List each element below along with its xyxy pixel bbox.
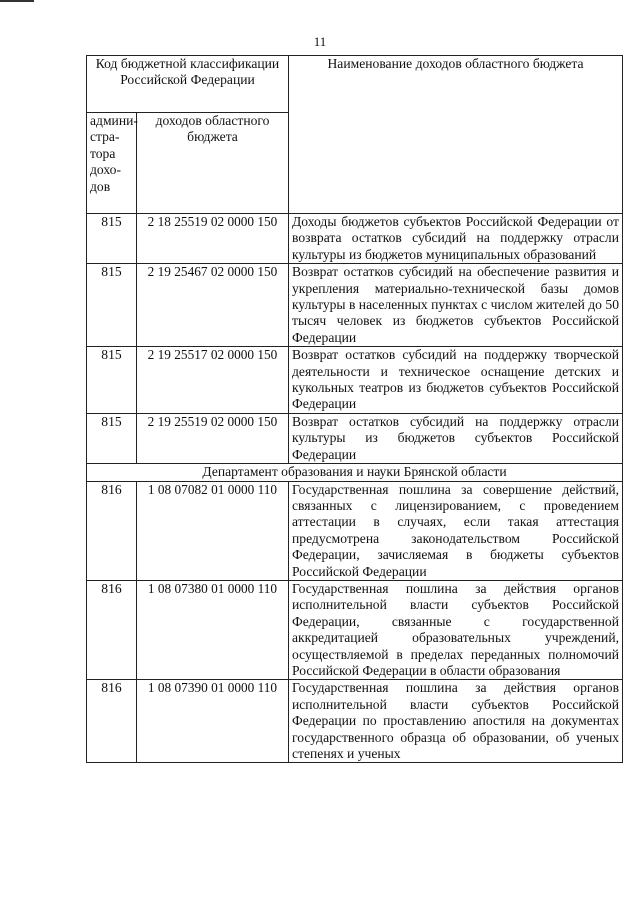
section-row: [87, 464, 623, 481]
budget-code-cell: 1 08 07082 01 0000 110: [137, 481, 289, 580]
budget-code-cell: 2 18 25519 02 0000 150: [137, 214, 289, 264]
header-name-column: Наименование доходов областного бюджета: [289, 56, 623, 214]
header-code-group: Код бюджетной классификации Российской Федерации: [87, 56, 289, 113]
admin-code-cell: 816: [87, 680, 137, 763]
budget-code-cell: 2 19 25519 02 0000 150: [137, 413, 289, 463]
budget-code-cell: 2 19 25467 02 0000 150: [137, 264, 289, 347]
table-row: [87, 347, 623, 414]
admin-code-cell: 816: [87, 481, 137, 580]
header-income-column: доходов областного бюджета: [137, 113, 289, 214]
admin-code-cell: 815: [87, 347, 137, 414]
budget-code-cell: 1 08 07380 01 0000 110: [137, 580, 289, 679]
income-name-cell: Государственная пошлина за действия органов исполнительной власти субъектов Российской Федерации, связанные с государственной аккредитацией образовательных учреждений, осуществляемой в пределах переданных полномочий Российской Федерации в области образования: [289, 580, 623, 679]
income-name-cell: Государственная пошлина за совершение действий, связанных с лицензированием, с проведением аттестации в случаях, если такая аттестация предусмотрена законодательством Российской Федерации, зачисляемая в бюджеты субъектов Российской Федерации: [289, 481, 623, 580]
income-name-cell: Возврат остатков субсидий на поддержку творческой деятельности и техническое оснащение детских и кукольных театров из бюджетов субъектов Российской Федерации: [289, 347, 623, 414]
income-name-cell: Доходы бюджетов субъектов Российской Федерации от возврата остатков субсидий на поддержку отрасли культуры из бюджетов муниципальных образований: [289, 214, 623, 264]
table-row: [87, 481, 623, 580]
table-row: [87, 264, 623, 347]
admin-code-cell: 816: [87, 580, 137, 679]
admin-code-cell: 815: [87, 264, 137, 347]
table-header-row: [87, 56, 623, 113]
admin-code-cell: 815: [87, 413, 137, 463]
income-name-cell: Государственная пошлина за действия органов исполнительной власти субъектов Российской Федерации по проставлению апостиля на документах государственного образца об образовании, об ученых степенях и ученых: [289, 680, 623, 763]
admin-code-cell: 815: [87, 214, 137, 264]
budget-code-cell: 2 19 25517 02 0000 150: [137, 347, 289, 414]
budget-classification-table: [86, 55, 623, 763]
budget-code-cell: 1 08 07390 01 0000 110: [137, 680, 289, 763]
header-admin-text: админи- стра- тора дохо- дов: [90, 113, 138, 194]
table-row: [87, 580, 623, 679]
page-number: 11: [313, 34, 327, 49]
income-name-cell: Возврат остатков субсидий на обеспечение развития и укрепления материально-технической базы домов культуры в населенных пунктах с числом жителей до 50 тысяч человек из бюджетов субъектов Российской Федерации: [289, 264, 623, 347]
table-row: [87, 413, 623, 463]
table-row: [87, 214, 623, 264]
income-name-cell: Возврат остатков субсидий на поддержку отрасли культуры из бюджетов субъектов Российской Федерации: [289, 413, 623, 463]
section-title: Департамент образования и науки Брянской области: [87, 464, 623, 481]
table-row: [87, 680, 623, 763]
scan-corner-mark: [0, 0, 34, 7]
header-admin-column: [87, 113, 137, 214]
